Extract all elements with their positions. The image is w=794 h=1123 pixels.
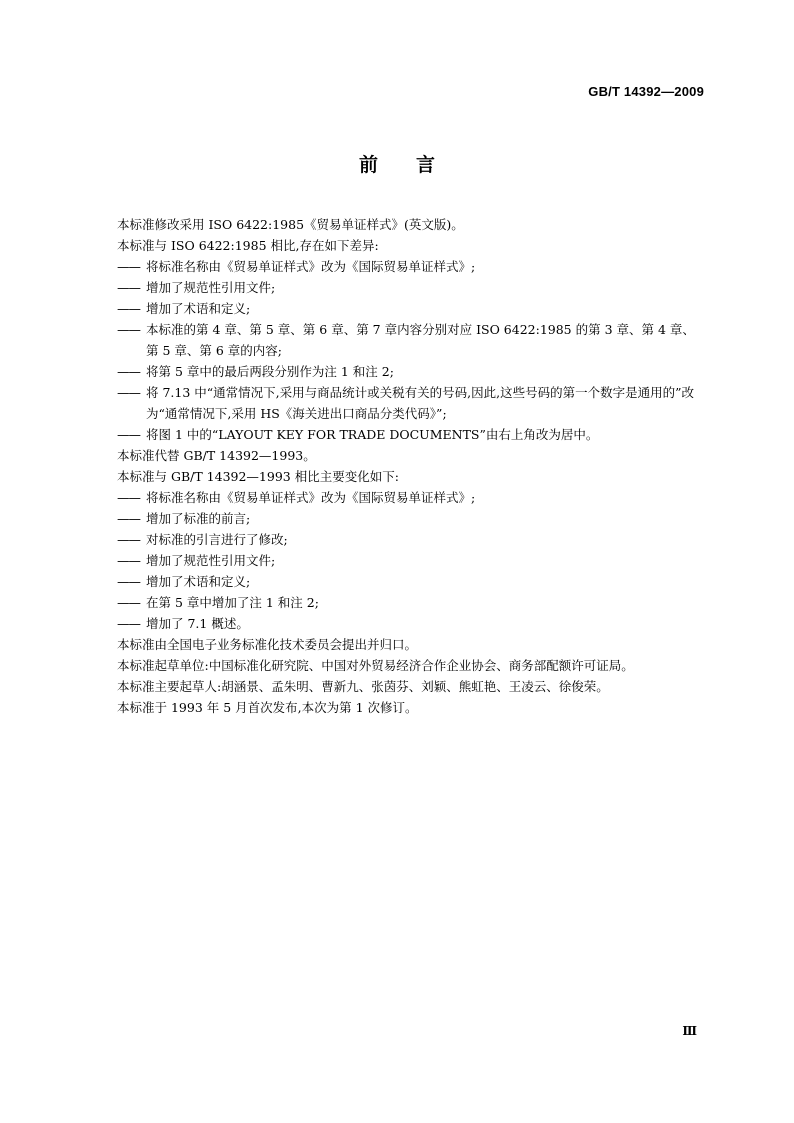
list-item-text: 对标准的引言进行了修改;	[146, 532, 288, 547]
dash-list-item	[117, 487, 705, 508]
list-item-text: 在第 5 章中增加了注 1 和注 2;	[146, 595, 319, 610]
list-item-text: 将第 5 章中的最后两段分别作为注 1 和注 2;	[146, 364, 394, 379]
paragraph: 本标准代替 GB/T 14392—1993。	[117, 448, 316, 463]
dash-marker: ——	[117, 553, 140, 568]
dash-marker: ——	[117, 427, 140, 442]
paragraph: 本标准修改采用 ISO 6422:1985《贸易单证样式》(英文版)。	[117, 217, 464, 232]
dash-marker: ——	[117, 301, 140, 316]
dash-list-item	[117, 571, 705, 592]
dash-list-item	[117, 298, 705, 319]
list-item-text: 增加了规范性引用文件;	[146, 553, 276, 568]
dash-list-item	[117, 508, 705, 529]
list-item-text: 将 7.13 中“通常情况下,采用与商品统计或关税有关的号码,因此,这些号码的第一个数字是通用的”改为“通常情况下,采用 HS《海关进出口商品分类代码》”;	[146, 385, 694, 421]
list-item-text: 将图 1 中的“LAYOUT KEY FOR TRADE DOCUMENTS”由右上角改为居中。	[146, 427, 599, 442]
dash-marker: ——	[117, 532, 140, 547]
dash-list-item	[117, 592, 705, 613]
dash-marker: ——	[117, 574, 140, 589]
dash-marker: ——	[117, 595, 140, 610]
dash-marker: ——	[117, 364, 140, 379]
paragraph: 本标准于 1993 年 5 月首次发布,本次为第 1 次修订。	[117, 700, 418, 715]
dash-list-item	[117, 424, 705, 445]
paragraph: 本标准由全国电子业务标准化技术委员会提出并归口。	[117, 637, 418, 652]
dash-list-item	[117, 529, 705, 550]
list-item-text: 增加了术语和定义;	[146, 301, 251, 316]
paragraph: 本标准主要起草人:胡涵景、孟朱明、曹新九、张茵芬、刘颖、熊虹艳、王凌云、徐俊荣。	[117, 679, 609, 694]
dash-marker: ——	[117, 616, 140, 631]
dash-list-item	[117, 319, 705, 361]
list-item-text: 增加了术语和定义;	[146, 574, 251, 589]
dash-marker: ——	[117, 280, 140, 295]
dash-list-item	[117, 256, 705, 277]
dash-marker: ——	[117, 322, 140, 337]
dash-list-item	[117, 613, 705, 634]
page-number: Ⅲ	[682, 1024, 697, 1038]
standard-number: GB/T 14392—2009	[588, 84, 704, 99]
list-item-text: 增加了规范性引用文件;	[146, 280, 276, 295]
dash-marker: ——	[117, 385, 140, 400]
dash-list-item	[117, 277, 705, 298]
dash-marker: ——	[117, 490, 140, 505]
dash-marker: ——	[117, 259, 140, 274]
list-item-text: 将标准名称由《贸易单证样式》改为《国际贸易单证样式》;	[146, 259, 476, 274]
dash-list-item	[117, 361, 705, 382]
list-item-text: 本标准的第 4 章、第 5 章、第 6 章、第 7 章内容分别对应 ISO 6422:1985 的第 3 章、第 4 章、第 5 章、第 6 章的内容;	[146, 322, 695, 358]
dash-list-item	[117, 382, 705, 424]
list-item-text: 增加了标准的前言;	[146, 511, 251, 526]
list-item-text: 将标准名称由《贸易单证样式》改为《国际贸易单证样式》;	[146, 490, 476, 505]
paragraph: 本标准与 ISO 6422:1985 相比,存在如下差异:	[117, 238, 379, 253]
page-title: 前言	[358, 154, 473, 176]
dash-marker: ——	[117, 511, 140, 526]
paragraph: 本标准与 GB/T 14392—1993 相比主要变化如下:	[117, 469, 399, 484]
list-item-text: 增加了 7.1 概述。	[146, 616, 249, 631]
foreword-body	[117, 214, 705, 718]
paragraph: 本标准起草单位:中国标准化研究院、中国对外贸易经济合作企业协会、商务部配额许可证局。	[117, 658, 634, 673]
dash-list-item	[117, 550, 705, 571]
